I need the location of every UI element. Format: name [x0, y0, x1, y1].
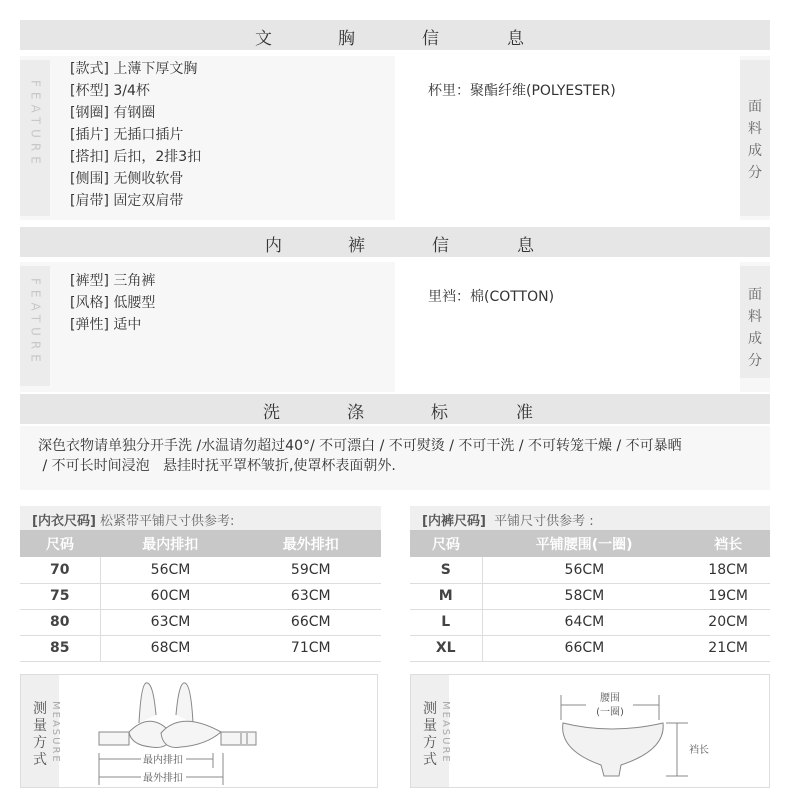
title-char: 胸 [338, 29, 355, 49]
bra-size-table: [内衣尺码] 松紧带平铺尺寸供参考: 尺码 最内排扣 最外排扣 70 56CM 59CM 75 60CM 63CM 80 63CM 66CM 85 68CM 71CM [20, 506, 381, 662]
svg-text:最外排扣: 最外排扣 [143, 773, 183, 784]
feature-label: FEATURE [20, 266, 50, 386]
table-row: 70 56CM 59CM [20, 557, 381, 583]
title-char: 信 [422, 29, 439, 49]
table-row: 75 60CM 63CM [20, 583, 381, 609]
svg-text:裆长: 裆长 [689, 745, 709, 756]
bra-feature-list: [款式] 上薄下厚文胸 [杯型] 3/4杯 [钢圈] 有钢圈 [插片] 无插口插片 [搭扣] 后扣，2排3扣 [侧围] 无侧收软骨 [肩带] 固定双肩带 [70, 61, 202, 209]
panty-material: 里裆：棉(COTTON) [428, 289, 555, 305]
bra-info-content [20, 56, 770, 220]
feature-label: FEATURE [20, 60, 50, 216]
panty-feature-list: [裤型] 三角裤 [风格] 低腰型 [弹性] 适中 [70, 273, 156, 333]
table-row: 85 68CM 71CM [20, 635, 381, 661]
table-row: L 64CM 20CM [410, 609, 770, 635]
bra-info-header [20, 20, 770, 50]
title-char: 息 [507, 29, 524, 49]
wash-instructions: 深色衣物请单独分开手洗 /水温请勿超过40°/ 不可漂白 / 不可熨烫 / 不可干洗 / 不可转笼干燥 / 不可暴晒 / 不可长时间浸泡 悬挂时抚平罩杯皱折,使罩杯表面朝外. [20, 426, 770, 490]
panty-info-content [20, 262, 770, 392]
table-row: XL 66CM 21CM [410, 635, 770, 661]
table-row: M 58CM 19CM [410, 583, 770, 609]
panty-measure-box: 测量方式 MEASURE 腰围 (一圈) 裆长 [410, 674, 770, 788]
wash-header: 洗 涤 标 准 [20, 394, 770, 424]
panty-info-header: 内 裤 信 息 [20, 227, 770, 257]
material-label: 面料成分 [740, 60, 770, 216]
bra-material: 杯里：聚酯纤维(POLYESTER) [428, 83, 616, 99]
bra-measure-box: 测量方式 MEASURE 最内排扣 最外排扣 [20, 674, 378, 788]
title-char: 文 [255, 29, 272, 49]
table-row: S 56CM 18CM [410, 557, 770, 583]
bra-diagram [81, 675, 371, 789]
table-row: 80 63CM 66CM [20, 609, 381, 635]
material-label: 面料成分 [740, 266, 770, 378]
panty-size-table: [内裤尺码] 平铺尺寸供参考 : 尺码 平铺腰围(一圈) 裆长 S 56CM 18CM M 58CM 19CM L 64CM 20CM XL 66CM 21CM [410, 506, 770, 662]
svg-text:腰围: 腰围 [600, 693, 620, 704]
svg-text:最内排扣: 最内排扣 [143, 755, 183, 766]
svg-text:(一圈): (一圈) [596, 707, 624, 718]
panty-diagram [541, 675, 741, 789]
